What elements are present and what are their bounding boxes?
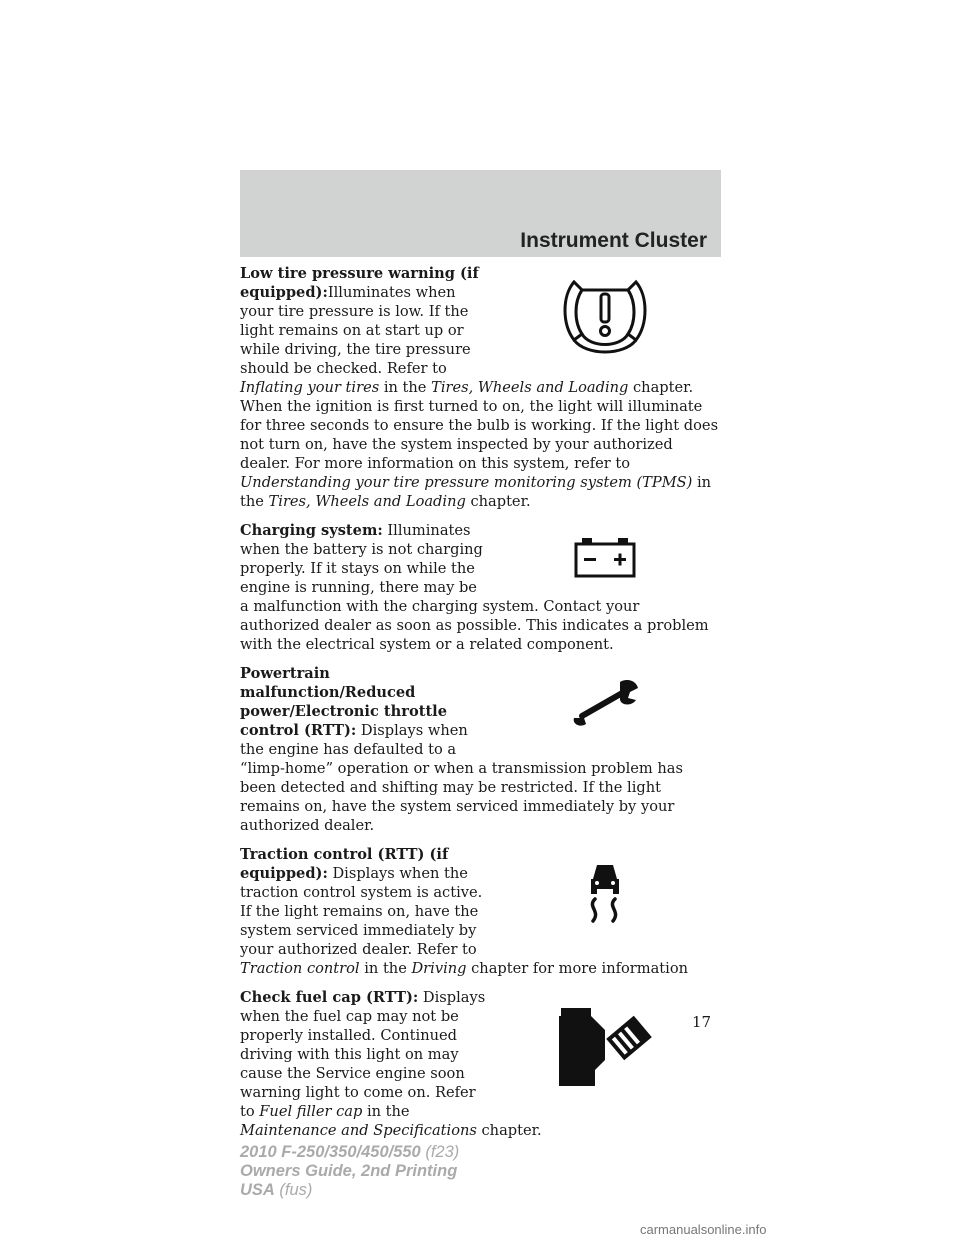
page-number: 17 bbox=[692, 1013, 712, 1031]
fuel-cap-icon bbox=[490, 988, 720, 1108]
section-traction-control: Traction control (RTT) (if equipped): Displays when the traction control system is active. If the light remains on, have the system serviced immediately by your authorized dealer. Refer to Traction control in the Driving chapter for more information bbox=[240, 845, 720, 978]
content-column bbox=[240, 264, 720, 1150]
battery-icon bbox=[490, 521, 720, 595]
footer-print-info: 2010 F-250/350/450/550 (f23) Owners Guide, 2nd Printing USA (fus) bbox=[240, 1143, 460, 1199]
section-title: Powertrain malfunction/Reduced power/Electronic throttle control (RTT): bbox=[240, 665, 448, 739]
section-title: Check fuel cap (RTT): bbox=[240, 989, 419, 1006]
watermark: carmanualsonline.info bbox=[640, 1222, 767, 1237]
wrench-icon bbox=[490, 664, 720, 742]
tire-pressure-icon bbox=[490, 264, 720, 364]
header-band bbox=[240, 170, 721, 257]
section-tire-pressure: Low tire pressure warning (if equipped):Illuminates when your tire pressure is low. If the light remains on at start up or while driving, the tire pressure should be checked. Refer to Inflating your tires in the Tires, Wheels and Loading chapter. When the ignition is first turned to on, the light will illuminate for three seconds to ensure the bulb is working. If the light does not turn on, have the system inspected by your authorized dealer. For more information on this system, refer to Understanding your tire pressure monitoring system (TPMS) in the Tires, Wheels and Loading chapter. bbox=[240, 265, 719, 510]
page-title: Instrument Cluster bbox=[520, 229, 707, 252]
section-title: Charging system: bbox=[240, 522, 383, 539]
traction-control-icon bbox=[490, 845, 720, 941]
section-title: Low tire pressure warning (if equipped): bbox=[240, 265, 479, 301]
section-powertrain: Powertrain malfunction/Reduced power/Electronic throttle control (RTT): Displays when the engine has defaulted to a “limp-home” operation or when a transmission problem has been detected and shifting may be restricted. If the light remains on, have the system serviced immediately by your authorized dealer. bbox=[240, 664, 720, 835]
section-fuel-cap: Check fuel cap (RTT): Displays when the fuel cap may not be properly installed. Continued driving with this light on may cause the Service engine soon warning light to come on. Refer to Fuel filler cap in the Maintenance and Specifications chapter. bbox=[240, 988, 720, 1140]
section-charging-system: Charging system: Illuminates when the battery is not charging properly. If it stays on while the engine is running, there may be a malfunction with the charging system. Contact your authorized dealer as soon as possible. This indicates a problem with the electrical system or a related component. bbox=[240, 521, 720, 654]
section-title: Traction control (RTT) (if equipped): bbox=[240, 846, 449, 882]
